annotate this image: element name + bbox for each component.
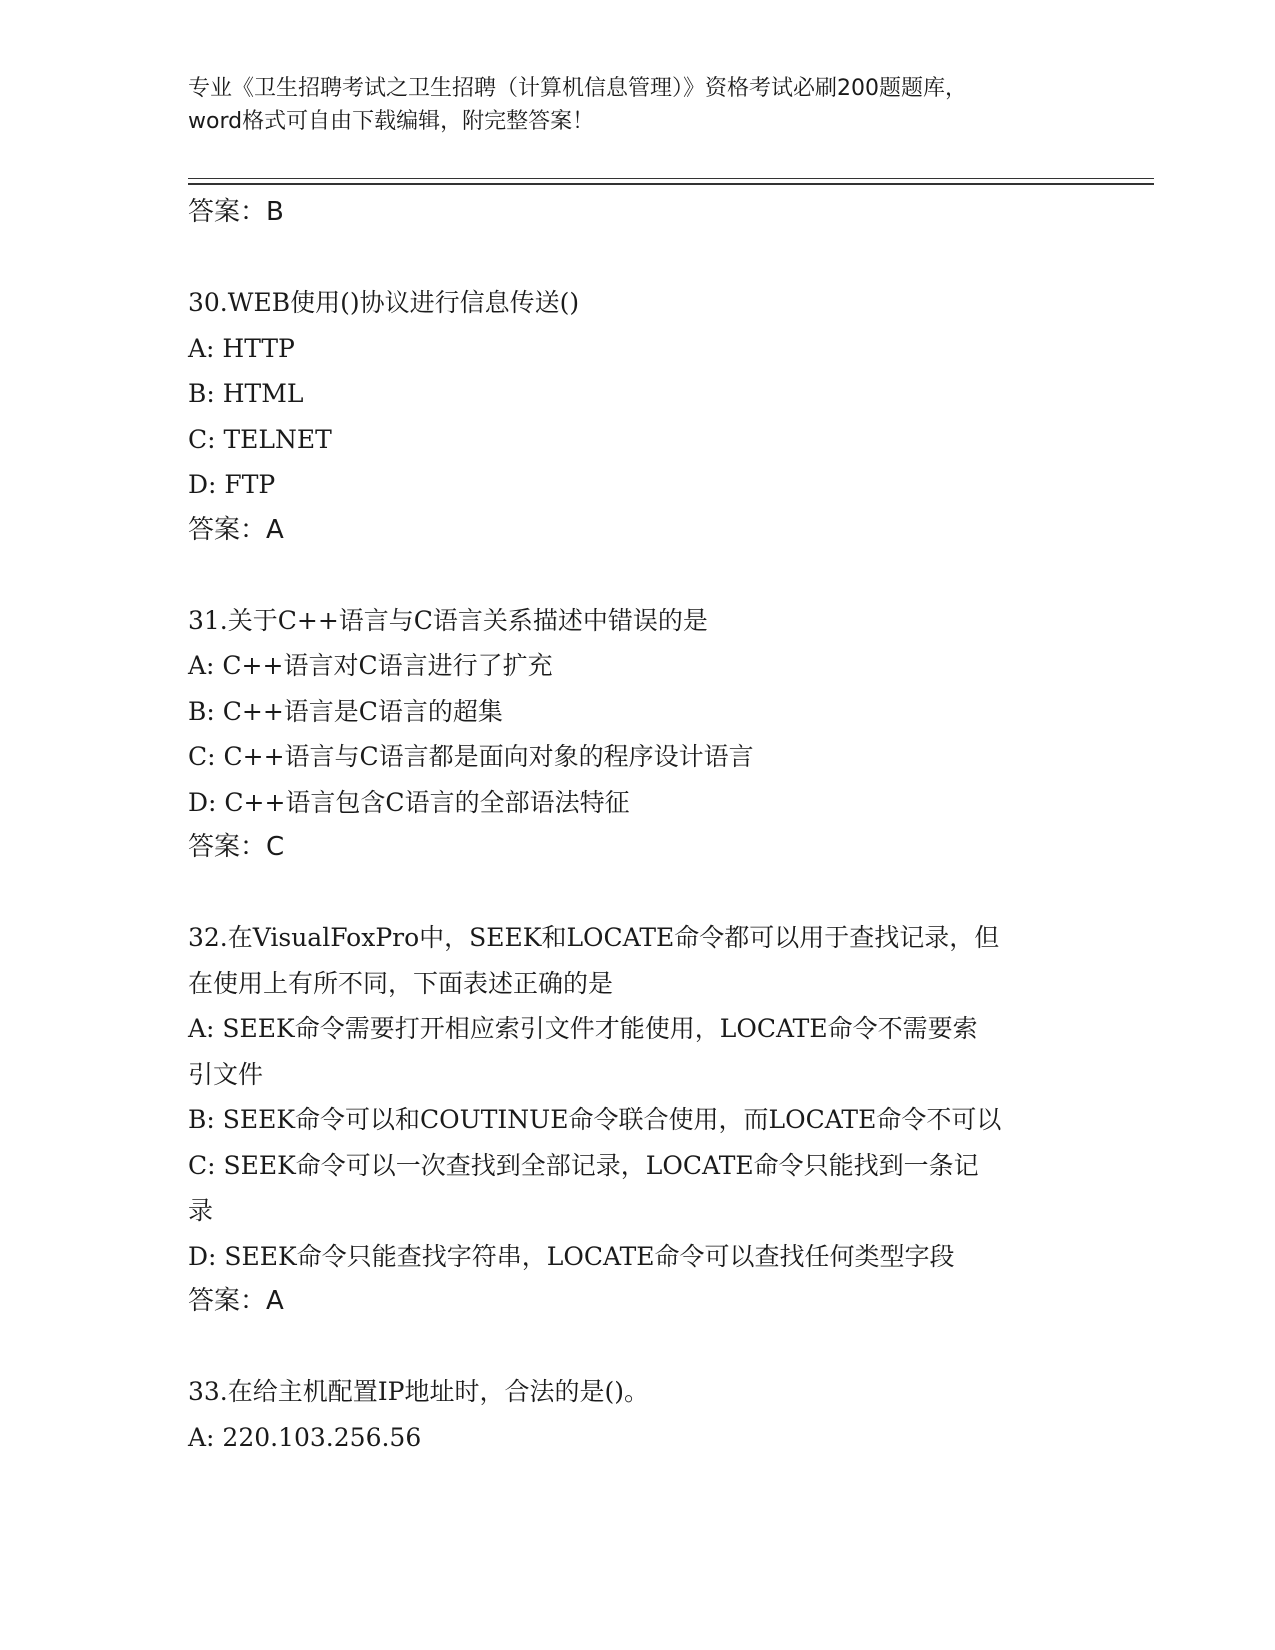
question-block [188, 915, 1088, 1323]
option-a: A: HTTP [188, 333, 295, 363]
option-c-continued: 录 [188, 1196, 214, 1225]
answer-line: 答案：B [188, 197, 284, 227]
option-a-continued: 引文件 [188, 1059, 264, 1089]
option-d: D: SEEK命令只能查找字符串，LOCATE命令可以查找任何类型字段 [188, 1241, 955, 1271]
option-d: D: C++语言包含C语言的全部语法特征 [188, 787, 630, 817]
answer-line: 答案：C [188, 832, 285, 862]
document-header [188, 72, 1088, 138]
spacer [188, 1323, 1088, 1369]
header-rule-thick [188, 183, 1154, 185]
option-b: B: SEEK命令可以和COUTINUE命令联合使用，而LOCATE命令不可以 [188, 1105, 1002, 1134]
question-stem-continued: 在使用上有所不同，下面表述正确的是 [188, 968, 614, 998]
spacer [188, 869, 1088, 915]
option-a: A: C++语言对C语言进行了扩充 [188, 651, 553, 680]
option-a: A: 220.103.256.56 [188, 1422, 422, 1452]
spacer [188, 234, 1088, 280]
answer-line: 答案：A [188, 1286, 284, 1316]
question-list [188, 190, 1088, 1460]
option-a: A: SEEK命令需要打开相应索引文件才能使用，LOCATE命令不需要索 [188, 1014, 978, 1043]
spacer [188, 552, 1088, 598]
question-stem: 33.在给主机配置IP地址时，合法的是()。 [188, 1377, 649, 1406]
question-block [188, 280, 1088, 552]
option-c: C: TELNET [188, 424, 332, 454]
question-stem: 30.WEB使用()协议进行信息传送() [188, 288, 580, 317]
option-c: C: C++语言与C语言都是面向对象的程序设计语言 [188, 742, 754, 771]
header-line-1: 专业《卫生招聘考试之卫生招聘（计算机信息管理）》资格考试必刷200题题库， [188, 76, 967, 101]
header-rule-thin [188, 178, 1154, 179]
answer-line: 答案：A [188, 514, 284, 545]
question-block [188, 598, 1088, 870]
option-c: C: SEEK命令可以一次查找到全部记录，LOCATE命令只能找到一条记 [188, 1150, 979, 1180]
question-stem: 31.关于C++语言与C语言关系描述中错误的是 [188, 605, 708, 635]
question-block [188, 1369, 1088, 1460]
option-b: B: HTML [188, 379, 304, 408]
header-line-2: word格式可自由下载编辑，附完整答案！ [188, 109, 595, 134]
option-d: D: FTP [188, 470, 276, 499]
question-stem: 32.在VisualFoxPro中，SEEK和LOCATE命令都可以用于查找记录，但 [188, 923, 1000, 952]
option-b: B: C++语言是C语言的超集 [188, 696, 503, 726]
